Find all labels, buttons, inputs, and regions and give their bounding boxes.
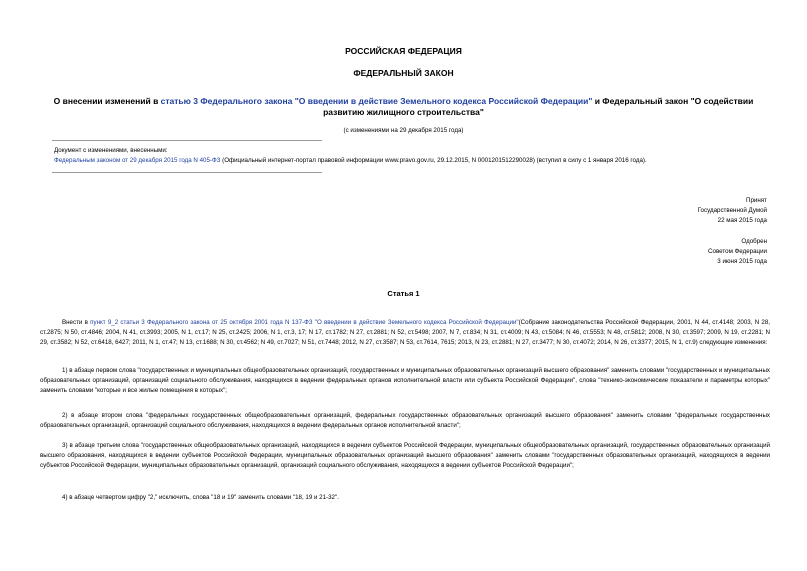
title-text-end: и Федеральный закон "О содействии развитию жилищного строительства" [323, 96, 754, 117]
amendment-item-1: 1) в абзаце первом слова "государственных и муниципальных общеобразовательных организаций, государственных и муниципальных образовательных организаций высшего образования" заменить словами "государственных и муниципальных образовательных организаций, организаций социального обслуживания, находящихся в ведении федеральных органов исполнительной власти или субъекта Российской Федерации", слова "технико-экономические показатели и параметры которых" заменить словами "которые и все жилые помещения в которых"; [40, 367, 770, 395]
amendment-item-2: 2) в абзаце втором слова "федеральных государственных общеобразовательных организаций, федеральных государственных образовательных организаций высшего образования" заменить словами "федеральных государственных образовательных организаций, организаций социального обслуживания, находящихся в ведении федеральных органов исполнительной власти"; [40, 412, 770, 430]
intro-rest: (Собрание законодательства Российской Федерации, 2001, N 44, ст.4148; 2003, N 28, ст.2875; N 50, ст.4846; 2004, N 41, ст.3993; 2005, N 1, ст.17; N 25, ст.2425; 2006, N 1, ст.3, 17; N 17, ст.1782; N 27, ст.2881; N 52, ст.5498; 2007, N 7, ст.834; N 31, ст.4009; N 43, ст.5084; N 46, ст.5553; N 48, ст.5812; 2008, N 30, ст.3597; 2009, N 19, ст.2281; N 29, ст.3582; N 52, ст.6418, 6427; 2011, N 1, ст.47; N 13, ст.1688; N 30, ст.4562; N 49, ст.7027; N 51, ст.7448; 2012, N 27, ст.3587; N 53, ст.7614, 7615; 2013, N 23, ст.2881; N 27, ст.3477; N 30, ст.4072; 2014, N 26, ст.3377; 2015, N 1, ст.9) следующие изменения: [40, 319, 770, 347]
document-type-heading: ФЕДЕРАЛЬНЫЙ ЗАКОН [353, 68, 454, 78]
adoption-duma-date: 22 мая 2015 года [717, 217, 767, 224]
adoption-council-line2: Советом Федерации [708, 248, 767, 255]
adoption-duma-line2: Государственной Думой [697, 207, 767, 214]
intro-law-link[interactable]: пункт 9_2 статьи 3 Федерального закона от 25 октября 2001 года N 137-ФЗ "О введении в действие Земельного кодекса Российской Федерации" [90, 319, 519, 326]
amendment-item-3: 3) в абзаце третьем слова "государственных общеобразовательных организаций, находящихся в ведении субъектов Российской Федерации, муниципальных общеобразовательных организаций, государственных образовательных организаций высшего образования, находящихся в ведении субъектов Российской Федерации, муниципальных образовательных организаций высшего образования" заменить словами "государственных образовательных организаций, находящихся в ведении субъектов Российской Федерации, муниципальных образовательных организаций, организаций социального обслуживания, находящихся в ведении субъектов Российской Федерации"; [40, 442, 770, 470]
amendments-line [54, 156, 774, 166]
divider-bottom [52, 172, 322, 173]
adoption-duma-line1: Принят [746, 197, 767, 204]
title-law-link[interactable]: статью 3 Федерального закона "О введении в действие Земельного кодекса Российской Федерации" [160, 96, 593, 106]
title-text-start: О внесении изменений в [53, 96, 161, 106]
article-intro-paragraph [40, 318, 770, 349]
amending-law-link[interactable]: Федеральным законом от 29 декабря 2015 года N 405-ФЗ [54, 156, 221, 164]
amendments-block [54, 146, 774, 165]
divider-top [52, 140, 322, 141]
amendments-source: (Официальный интернет-портал правовой информации www.pravo.gov.ru, 29.12.2015, N 0001201512290028) (вступил в силу с 1 января 2016 года). [220, 156, 647, 164]
adoption-council-date: 3 июня 2015 года [717, 258, 767, 265]
amendments-label: Документ с изменениями, внесенными: [54, 147, 168, 154]
adoption-duma [698, 196, 767, 226]
country-heading: РОССИЙСКАЯ ФЕДЕРАЦИЯ [345, 46, 462, 56]
intro-prefix: Внести в [62, 319, 91, 326]
document-title [50, 96, 757, 118]
changes-note: (с изменениями на 29 декабря 2015 года) [343, 127, 464, 134]
adoption-council-line1: Одобрен [741, 238, 767, 245]
adoption-council [708, 237, 767, 267]
amendment-item-4: 4) в абзаце четвертом цифру "2," исключить, слова "18 и 19" заменить словами "18, 19 и 21-32". [62, 494, 339, 501]
article-heading: Статья 1 [387, 289, 420, 298]
